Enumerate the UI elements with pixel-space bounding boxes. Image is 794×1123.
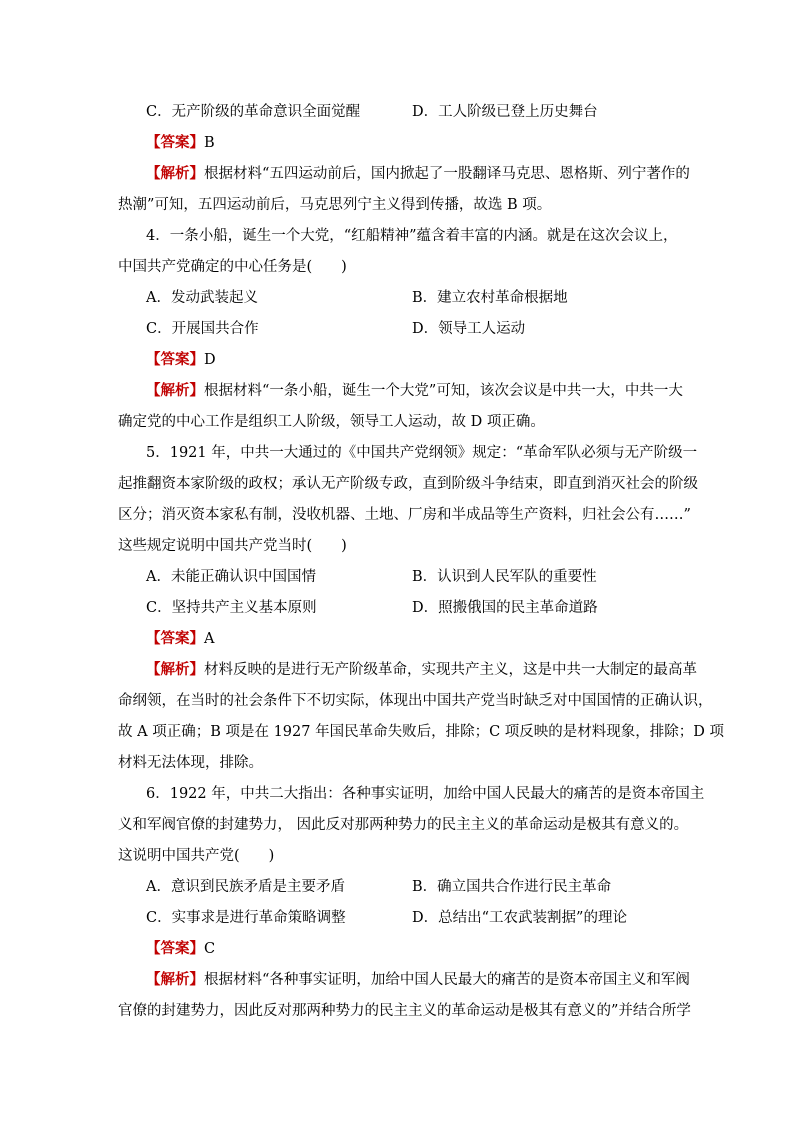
q6-stem-line-3: 这说明中国共产党( )	[118, 848, 275, 864]
q5-option-c: C．坚持共产主义基本原则	[146, 600, 317, 616]
answer-label: 【答案】	[146, 351, 204, 368]
q6-option-a: A．意识到民族矛盾是主要矛盾	[146, 879, 345, 895]
q5-stem-line-1: 5．1921 年，中共一大通过的《中国共产党纲领》规定：“革命军队必须与无产阶级一	[146, 445, 698, 461]
answer-value: C	[204, 941, 216, 957]
q3-analysis-line-1	[146, 164, 690, 184]
analysis-label: 【解析】	[146, 165, 204, 182]
q6-analysis-line-2: 官僚的封建势力，因此反对那两种势力的民主主义的革命运动是极其有意义的”并结合所学	[118, 1003, 691, 1019]
q5-option-b: B．认识到人民军队的重要性	[412, 569, 597, 585]
answer-label: 【答案】	[146, 134, 204, 151]
q6-option-c: C．实事求是进行革命策略调整	[146, 910, 346, 926]
answer-label: 【答案】	[146, 630, 204, 647]
analysis-label: 【解析】	[146, 661, 204, 678]
q3-answer	[146, 133, 215, 153]
q4-analysis-line-1	[146, 381, 683, 401]
q5-stem-line-2: 起推翻资本家阶级的政权；承认无产阶级专政，直到阶级斗争结束，即直到消灭社会的阶级	[118, 476, 698, 492]
q5-option-a: A．未能正确认识中国国情	[146, 569, 316, 585]
q4-analysis-line-2: 确定党的中心工作是组织工人阶级，领导工人运动，故 D 项正确。	[118, 414, 545, 430]
answer-value: A	[204, 631, 215, 647]
q6-option-b: B．确立国共合作进行民主革命	[412, 879, 612, 895]
q5-stem-line-4: 这些规定说明中国共产党当时( )	[118, 538, 347, 554]
q4-answer	[146, 350, 216, 370]
analysis-text: 根据材料“五四运动前后，国内掀起了一股翻译马克思、恩格斯、列宁著作的	[204, 166, 690, 182]
analysis-label: 【解析】	[146, 971, 204, 988]
q6-analysis-line-1	[146, 970, 690, 990]
q6-stem-line-1: 6．1922 年，中共二大指出：各种事实证明，加给中国人民最大的痛苦的是资本帝国主	[146, 786, 705, 802]
analysis-text: 材料反映的是进行无产阶级革命，实现共产主义，这是中共一大制定的最高革	[204, 662, 697, 678]
q4-stem-line-2: 中国共产党确定的中心任务是( )	[118, 259, 347, 275]
q5-option-d: D．照搬俄国的民主革命道路	[412, 600, 598, 616]
q4-stem-line-1: 4．一条小船，诞生一个大党，“红船精神”蕴含着丰富的内涵。就是在这次会议上，	[146, 228, 678, 244]
q6-option-d: D．总结出“工农武装割据”的理论	[412, 910, 627, 926]
q5-analysis-line-2: 命纲领，在当时的社会条件下不切实际，体现出中国共产党当时缺乏对中国国情的正确认识，	[118, 693, 713, 709]
q5-answer	[146, 629, 214, 649]
q5-analysis-line-3: 故 A 项正确；B 项是在 1927 年国民革命失败后，排除；C 项反映的是材料现象，排除；D 项	[118, 724, 725, 740]
q5-stem-line-3: 区分；消灭资本家私有制，没收机器、土地、厂房和半成品等生产资料，归社会公有……”	[118, 507, 691, 523]
answer-value: D	[204, 352, 216, 368]
q6-stem-line-2: 义和军阀官僚的封建势力， 因此反对那两种势力的民主主义的革命运动是极其有意义的。	[118, 817, 689, 833]
q3-analysis-line-2: 热潮”可知，五四运动前后，马克思列宁主义得到传播，故选 B 项。	[118, 197, 552, 213]
analysis-text: 根据材料“各种事实证明，加给中国人民最大的痛苦的是资本帝国主义和军阀	[204, 972, 690, 988]
analysis-text: 根据材料“一条小船，诞生一个大党”可知，该次会议是中共一大，中共一大	[204, 383, 683, 399]
q3-option-d: D．工人阶级已登上历史舞台	[412, 104, 598, 120]
q3-option-c: C．无产阶级的革命意识全面觉醒	[146, 104, 361, 120]
q5-analysis-line-4: 材料无法体现，排除。	[118, 755, 263, 771]
q5-analysis-line-1	[146, 660, 697, 680]
analysis-label: 【解析】	[146, 382, 204, 399]
answer-value: B	[204, 135, 215, 151]
q4-option-d: D．领导工人运动	[412, 321, 526, 337]
answer-label: 【答案】	[146, 940, 204, 957]
q6-answer	[146, 939, 215, 959]
q4-option-c: C．开展国共合作	[146, 321, 259, 337]
q4-option-b: B．建立农村革命根据地	[412, 290, 568, 306]
q4-option-a: A．发动武装起义	[146, 290, 258, 306]
